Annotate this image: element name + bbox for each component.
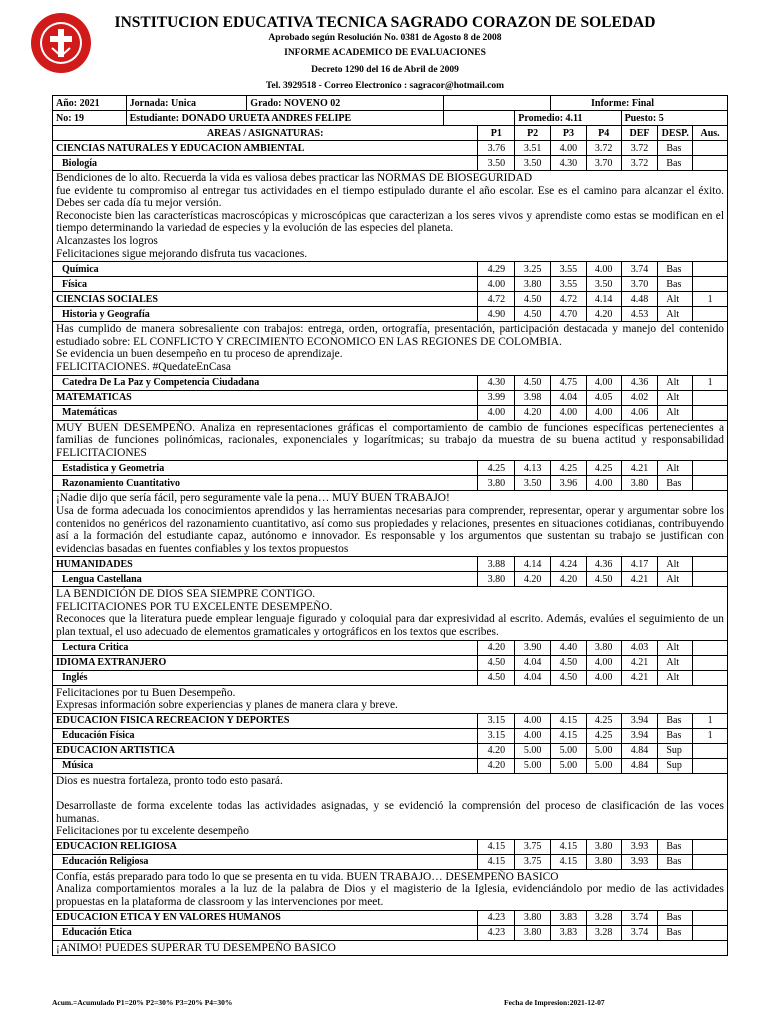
p2-cell: 4.20 xyxy=(515,572,551,587)
comment-row xyxy=(53,171,728,262)
p2-header: P2 xyxy=(515,126,551,141)
aus-cell xyxy=(693,156,728,171)
comment-line: Alcanzastes los logros xyxy=(56,234,158,247)
area-name: MATEMATICAS xyxy=(53,390,478,405)
def-cell: 3.80 xyxy=(621,476,658,491)
decree-line: Decreto 1290 del 16 de Abril de 2009 xyxy=(311,65,459,75)
p1-cell: 4.90 xyxy=(478,307,515,322)
desp-header: DESP. xyxy=(658,126,693,141)
p2-cell: 3.80 xyxy=(515,277,551,292)
aus-cell: 1 xyxy=(693,728,728,743)
subject-row xyxy=(53,375,728,390)
p2-cell: 4.00 xyxy=(515,713,551,728)
p3-cell: 4.70 xyxy=(551,307,587,322)
p4-header: P4 xyxy=(586,126,621,141)
p3-cell: 4.00 xyxy=(551,405,587,420)
subject-name: Música xyxy=(53,758,478,773)
subject-name: Matemáticas xyxy=(53,405,478,420)
p1-header: P1 xyxy=(478,126,515,141)
student-info-row-2 xyxy=(53,111,728,126)
area-row xyxy=(53,743,728,758)
print-date: Fecha de Impresion:2021-12-07 xyxy=(504,998,605,1007)
desp-cell: Alt xyxy=(658,307,693,322)
area-row xyxy=(53,910,728,925)
p2-cell: 4.14 xyxy=(515,557,551,572)
p2-cell: 3.98 xyxy=(515,390,551,405)
p1-cell: 4.20 xyxy=(478,758,515,773)
p1-cell: 4.25 xyxy=(478,461,515,476)
p2-cell: 3.51 xyxy=(515,141,551,156)
comment-line: MUY BUEN DESEMPEÑO. Analiza en representaciones gráficas el comportamiento de cambio de funciones específicas pertenecientes a familias de funciones polinómicas, racionales, exponenciales y logarítmicas; su trabajo da muestra de su buena actitud y responsabilidad FELICITACIONES xyxy=(56,421,724,459)
area-name: CIENCIAS NATURALES Y EDUCACION AMBIENTAL xyxy=(53,141,478,156)
comment-row xyxy=(53,322,728,375)
p3-cell: 5.00 xyxy=(551,743,587,758)
p3-cell: 5.00 xyxy=(551,758,587,773)
year-cell: Año: 2021 xyxy=(53,96,127,111)
p1-cell: 4.00 xyxy=(478,405,515,420)
aus-cell xyxy=(693,758,728,773)
comment-line xyxy=(56,787,724,800)
def-header: DEF xyxy=(621,126,658,141)
comment-row xyxy=(53,773,728,839)
p4-cell: 5.00 xyxy=(586,743,621,758)
p3-cell: 4.72 xyxy=(551,292,587,307)
area-row xyxy=(53,390,728,405)
comment-line: Reconoces que la literatura puede emplear lenguaje figurado y coloquial para dar expresividad al escrito. Además, evalúes el seguimiento de un plan textual, el uso adecuado de elementos gramaticales y ortográficos en los textos que escribes. xyxy=(56,613,724,639)
rank-cell: Puesto: 5 xyxy=(621,111,727,126)
p3-cell: 4.24 xyxy=(551,557,587,572)
p4-cell: 4.25 xyxy=(586,713,621,728)
p4-cell: 3.80 xyxy=(586,854,621,869)
desp-cell: Bas xyxy=(658,141,693,156)
comment-line: Felicitaciones por tu excelente desempeño xyxy=(56,825,249,838)
subject-row xyxy=(53,262,728,277)
desp-cell: Bas xyxy=(658,262,693,277)
p3-cell: 3.83 xyxy=(551,910,587,925)
subject-row xyxy=(53,572,728,587)
comment-line: Felicitaciones por tu Buen Desempeño. xyxy=(56,686,236,699)
def-cell: 3.72 xyxy=(621,141,658,156)
area-name: HUMANIDADES xyxy=(53,557,478,572)
p1-cell: 4.72 xyxy=(478,292,515,307)
contact-line: Tel. 3929518 - Correo Electronico : sagracor@hotmail.com xyxy=(265,81,505,91)
teacher-comment xyxy=(53,685,728,713)
desp-cell: Alt xyxy=(658,572,693,587)
desp-cell: Alt xyxy=(658,640,693,655)
teacher-comment xyxy=(53,171,728,262)
subject-name: Física xyxy=(53,277,478,292)
def-cell: 3.74 xyxy=(621,910,658,925)
p4-cell: 4.00 xyxy=(586,476,621,491)
aus-cell: 1 xyxy=(693,292,728,307)
subject-row xyxy=(53,670,728,685)
p1-cell: 3.15 xyxy=(478,713,515,728)
subject-row xyxy=(53,640,728,655)
p2-cell: 4.13 xyxy=(515,461,551,476)
number-cell: No: 19 xyxy=(53,111,127,126)
def-cell: 4.06 xyxy=(621,405,658,420)
comment-row xyxy=(53,685,728,713)
grades-table xyxy=(52,95,728,956)
p1-cell: 3.50 xyxy=(478,156,515,171)
def-cell: 4.48 xyxy=(621,292,658,307)
p2-cell: 4.00 xyxy=(515,728,551,743)
subject-name: Lengua Castellana xyxy=(53,572,478,587)
p3-cell: 4.15 xyxy=(551,839,587,854)
aus-cell xyxy=(693,307,728,322)
p3-cell: 3.83 xyxy=(551,925,587,940)
p1-cell: 3.80 xyxy=(478,572,515,587)
aus-header: Aus. xyxy=(693,126,728,141)
p1-cell: 4.23 xyxy=(478,910,515,925)
p2-cell: 3.80 xyxy=(515,925,551,940)
p3-cell: 3.55 xyxy=(551,277,587,292)
p4-cell: 3.28 xyxy=(586,910,621,925)
p4-cell: 4.25 xyxy=(586,461,621,476)
aus-cell xyxy=(693,670,728,685)
comment-line: Felicitaciones sigue mejorando disfruta tus vacaciones. xyxy=(56,247,308,260)
area-name: IDIOMA EXTRANJERO xyxy=(53,655,478,670)
comment-line: FELICITACIONES. #QuedateEnCasa xyxy=(56,360,231,373)
subject-name: Razonamiento Cuantitativo xyxy=(53,476,478,491)
p2-cell: 3.75 xyxy=(515,839,551,854)
subject-name: Historia y Geografía xyxy=(53,307,478,322)
p1-cell: 4.20 xyxy=(478,640,515,655)
aus-cell xyxy=(693,390,728,405)
p1-cell: 4.15 xyxy=(478,854,515,869)
p1-cell: 3.15 xyxy=(478,728,515,743)
subject-row xyxy=(53,307,728,322)
area-row xyxy=(53,839,728,854)
aus-cell xyxy=(693,277,728,292)
aus-cell xyxy=(693,557,728,572)
p4-cell: 3.80 xyxy=(586,640,621,655)
p4-cell: 3.28 xyxy=(586,925,621,940)
grade-cell: Grado: NOVENO 02 xyxy=(247,96,443,111)
p2-cell: 3.25 xyxy=(515,262,551,277)
school-logo-icon xyxy=(30,12,92,74)
subject-name: Biología xyxy=(53,156,478,171)
aus-cell xyxy=(693,476,728,491)
def-cell: 3.94 xyxy=(621,728,658,743)
desp-cell: Alt xyxy=(658,405,693,420)
comment-line: Desarrollaste de forma excelente todas las actividades asignadas, y se evidenció la comprensión del proceso de clasificación de las voces humanas. xyxy=(56,800,724,825)
subject-name: Inglés xyxy=(53,670,478,685)
desp-cell: Alt xyxy=(658,670,693,685)
desp-cell: Sup xyxy=(658,743,693,758)
p3-cell: 3.55 xyxy=(551,262,587,277)
comment-line: FELICITACIONES POR TU EXCELENTE DESEMPEÑO. xyxy=(56,600,333,613)
p4-cell: 4.36 xyxy=(586,557,621,572)
comment-line: Expresas información sobre experiencias y planes de manera clara y breve. xyxy=(56,699,398,712)
comment-line: fue evidente tu compromiso al entregar tus actividades en el tiempo estipulado durante el año escolar. Ese es el camino para alcanzar el éxito. Debes ser cada día tu mejor versión. xyxy=(56,184,724,210)
p4-cell: 4.20 xyxy=(586,307,621,322)
p4-cell: 4.00 xyxy=(586,375,621,390)
teacher-comment xyxy=(53,940,728,956)
aus-cell xyxy=(693,141,728,156)
p1-cell: 4.15 xyxy=(478,839,515,854)
def-cell: 4.02 xyxy=(621,390,658,405)
aus-cell xyxy=(693,461,728,476)
p4-cell: 4.00 xyxy=(586,655,621,670)
p2-cell: 4.04 xyxy=(515,670,551,685)
aus-cell: 1 xyxy=(693,375,728,390)
subject-row xyxy=(53,461,728,476)
def-cell: 4.21 xyxy=(621,670,658,685)
p2-cell: 5.00 xyxy=(515,743,551,758)
def-cell: 4.53 xyxy=(621,307,658,322)
p1-cell: 3.99 xyxy=(478,390,515,405)
aus-cell xyxy=(693,743,728,758)
comment-row xyxy=(53,587,728,640)
report-name: INFORME ACADEMICO DE EVALUACIONES xyxy=(284,48,486,58)
comment-line: Usa de forma adecuada los conocimientos aprendidos y las herramientas necesarias para comprender, representar, operar y argumentar sobre los contenidos no genéricos del razonamiento cuantitativo, así como sus propiedades y relaciones, presentes en situaciones cotidianas, contribuyendo así a la formación del estudiante capaz, autónomo e innovador. Es responsable y los argumentos que sustentan su trabajo se justifican con evidencias basadas en fuentes confiables y los textos propuestos xyxy=(56,504,724,555)
p3-cell: 4.30 xyxy=(551,156,587,171)
p2-cell: 4.20 xyxy=(515,405,551,420)
p1-cell: 4.50 xyxy=(478,670,515,685)
aus-cell xyxy=(693,925,728,940)
p1-cell: 4.00 xyxy=(478,277,515,292)
desp-cell: Alt xyxy=(658,292,693,307)
p4-cell: 4.00 xyxy=(586,670,621,685)
subject-row xyxy=(53,156,728,171)
p3-cell: 3.96 xyxy=(551,476,587,491)
teacher-comment xyxy=(53,420,728,461)
def-cell: 3.74 xyxy=(621,262,658,277)
desp-cell: Alt xyxy=(658,655,693,670)
teacher-comment xyxy=(53,773,728,839)
comment-line: Analiza comportamientos morales a la luz de la palabra de Dios y el magisterio de la Iglesia, evidenciándolo por medio de las actividades propuestas en la plataforma de classroom y las intervenciones por meet. xyxy=(56,883,724,908)
p3-cell: 4.25 xyxy=(551,461,587,476)
def-cell: 3.70 xyxy=(621,277,658,292)
subject-row xyxy=(53,405,728,420)
p2-cell: 5.00 xyxy=(515,758,551,773)
p3-header: P3 xyxy=(551,126,587,141)
aus-cell xyxy=(693,854,728,869)
def-cell: 3.93 xyxy=(621,839,658,854)
p3-cell: 4.50 xyxy=(551,655,587,670)
comment-line: Dios es nuestra fortaleza, pronto todo esto pasará. xyxy=(56,774,283,787)
subject-name: Educación Física xyxy=(53,728,478,743)
p3-cell: 4.00 xyxy=(551,141,587,156)
desp-cell: Alt xyxy=(658,557,693,572)
def-cell: 4.21 xyxy=(621,655,658,670)
aus-cell xyxy=(693,262,728,277)
comment-line: ¡Nadie dijo que sería fácil, pero seguramente vale la pena… MUY BUEN TRABAJO! xyxy=(56,492,450,505)
p4-cell: 4.05 xyxy=(586,390,621,405)
area-row xyxy=(53,141,728,156)
area-name: EDUCACION FISICA RECREACION Y DEPORTES xyxy=(53,713,478,728)
institution-name: INSTITUCION EDUCATIVA TECNICA SAGRADO CORAZON DE SOLEDAD xyxy=(114,14,656,31)
comment-line: ¡ANIMO! PUEDES SUPERAR TU DESEMPEÑO BASICO xyxy=(56,941,336,954)
p4-cell: 3.80 xyxy=(586,839,621,854)
p4-cell: 4.00 xyxy=(586,262,621,277)
desp-cell: Bas xyxy=(658,728,693,743)
p2-cell: 3.80 xyxy=(515,910,551,925)
p3-cell: 4.50 xyxy=(551,670,587,685)
p4-cell: 3.50 xyxy=(586,277,621,292)
desp-cell: Bas xyxy=(658,839,693,854)
p3-cell: 4.04 xyxy=(551,390,587,405)
p3-cell: 4.40 xyxy=(551,640,587,655)
def-cell: 4.21 xyxy=(621,461,658,476)
desp-cell: Bas xyxy=(658,156,693,171)
p1-cell: 4.20 xyxy=(478,743,515,758)
p2-cell: 4.04 xyxy=(515,655,551,670)
comment-line: Confía, estás preparado para todo lo que se presenta en tu vida. BUEN TRABAJO… DESEMPEÑO BASICO xyxy=(56,870,559,883)
p2-cell: 3.50 xyxy=(515,476,551,491)
aus-cell xyxy=(693,572,728,587)
comment-row xyxy=(53,420,728,461)
student-name-cell: Estudiante: DONADO URUETA ANDRES FELIPE xyxy=(126,111,443,126)
def-cell: 4.03 xyxy=(621,640,658,655)
p2-cell: 4.50 xyxy=(515,307,551,322)
p1-cell: 3.80 xyxy=(478,476,515,491)
subject-name: Química xyxy=(53,262,478,277)
teacher-comment xyxy=(53,587,728,640)
desp-cell: Alt xyxy=(658,461,693,476)
aus-cell xyxy=(693,655,728,670)
report-header xyxy=(0,0,768,95)
report-type-cell: Informe: Final xyxy=(551,96,728,111)
def-cell: 3.74 xyxy=(621,925,658,940)
desp-cell: Alt xyxy=(658,375,693,390)
aus-cell xyxy=(693,405,728,420)
comment-row xyxy=(53,491,728,557)
area-name: EDUCACION RELIGIOSA xyxy=(53,839,478,854)
subject-row xyxy=(53,854,728,869)
subject-row xyxy=(53,476,728,491)
desp-cell: Bas xyxy=(658,713,693,728)
p3-cell: 4.15 xyxy=(551,713,587,728)
aus-cell xyxy=(693,640,728,655)
comment-line: Bendiciones de lo alto. Recuerda la vida es valiosa debes practicar las NORMAS DE BIOSEGURIDAD xyxy=(56,172,533,184)
p3-cell: 4.15 xyxy=(551,854,587,869)
area-name: CIENCIAS SOCIALES xyxy=(53,292,478,307)
desp-cell: Bas xyxy=(658,925,693,940)
p1-cell: 3.76 xyxy=(478,141,515,156)
footer-legend: Acum.=Acumulado P1=20% P2=30% P3=20% P4=30% xyxy=(52,998,233,1007)
subject-name: Lectura Critica xyxy=(53,640,478,655)
p3-cell: 4.15 xyxy=(551,728,587,743)
aus-cell xyxy=(693,839,728,854)
p2-cell: 3.50 xyxy=(515,156,551,171)
p2-cell: 4.50 xyxy=(515,292,551,307)
p3-cell: 4.75 xyxy=(551,375,587,390)
subject-name: Educación Etica xyxy=(53,925,478,940)
shift-cell: Jornada: Unica xyxy=(126,96,247,111)
subject-name: Educación Religiosa xyxy=(53,854,478,869)
column-header-row xyxy=(53,126,728,141)
def-cell: 4.84 xyxy=(621,743,658,758)
subject-row xyxy=(53,728,728,743)
p2-cell: 4.50 xyxy=(515,375,551,390)
desp-cell: Bas xyxy=(658,277,693,292)
p4-cell: 4.25 xyxy=(586,728,621,743)
comment-line: Has cumplido de manera sobresaliente con trabajos: entrega, orden, ortografía, presentación, participación destacada y manejo del contenido estudiado sobre: EL CONFLICTO Y CRECIMIENTO ECONOMICO EN LAS REGIONES DE COLOMBIA. xyxy=(56,323,724,348)
comment-line: Reconociste bien las características macroscópicas y microscópicas que caracterizan a los seres vivos y aprendiste como estas se modifican en el tiempo determinando la variedad de especies y la evolución de las especies del planeta. xyxy=(56,209,724,235)
subject-row xyxy=(53,925,728,940)
area-name: EDUCACION ARTISTICA xyxy=(53,743,478,758)
p2-cell: 3.90 xyxy=(515,640,551,655)
desp-cell: Alt xyxy=(658,390,693,405)
area-row xyxy=(53,713,728,728)
student-info-row-1 xyxy=(53,96,728,111)
desp-cell: Bas xyxy=(658,476,693,491)
comment-line: Se evidencia un buen desempeño en tu proceso de aprendizaje. xyxy=(56,348,343,361)
subject-name: Catedra De La Paz y Competencia Ciudadana xyxy=(53,375,478,390)
aus-cell: 1 xyxy=(693,713,728,728)
def-cell: 3.93 xyxy=(621,854,658,869)
subject-row xyxy=(53,758,728,773)
p4-cell: 4.14 xyxy=(586,292,621,307)
def-cell: 4.17 xyxy=(621,557,658,572)
desp-cell: Bas xyxy=(658,854,693,869)
p1-cell: 4.30 xyxy=(478,375,515,390)
approval-line: Aprobado según Resolución No. 0381 de Agosto 8 de 2008 xyxy=(268,33,502,43)
p1-cell: 3.88 xyxy=(478,557,515,572)
def-cell: 4.21 xyxy=(621,572,658,587)
p4-cell: 3.70 xyxy=(586,156,621,171)
subject-name: Estadistica y Geometria xyxy=(53,461,478,476)
def-cell: 3.94 xyxy=(621,713,658,728)
p2-cell: 3.75 xyxy=(515,854,551,869)
area-row xyxy=(53,292,728,307)
subject-column-header: AREAS / ASIGNATURAS: xyxy=(53,126,478,141)
subject-row xyxy=(53,277,728,292)
def-cell: 4.36 xyxy=(621,375,658,390)
area-row xyxy=(53,557,728,572)
p1-cell: 4.50 xyxy=(478,655,515,670)
average-cell: Promedio: 4.11 xyxy=(515,111,621,126)
comment-row xyxy=(53,940,728,956)
p4-cell: 4.50 xyxy=(586,572,621,587)
p1-cell: 4.29 xyxy=(478,262,515,277)
desp-cell: Sup xyxy=(658,758,693,773)
comment-line: LA BENDICIÓN DE DIOS SEA SIEMPRE CONTIGO. xyxy=(56,588,316,601)
area-row xyxy=(53,655,728,670)
p1-cell: 4.23 xyxy=(478,925,515,940)
p4-cell: 3.72 xyxy=(586,141,621,156)
def-cell: 3.72 xyxy=(621,156,658,171)
teacher-comment xyxy=(53,322,728,375)
aus-cell xyxy=(693,910,728,925)
p3-cell: 4.20 xyxy=(551,572,587,587)
comment-row xyxy=(53,869,728,910)
def-cell: 4.84 xyxy=(621,758,658,773)
desp-cell: Bas xyxy=(658,910,693,925)
teacher-comment xyxy=(53,491,728,557)
area-name: EDUCACION ETICA Y EN VALORES HUMANOS xyxy=(53,910,478,925)
teacher-comment xyxy=(53,869,728,910)
p4-cell: 4.00 xyxy=(586,405,621,420)
p4-cell: 5.00 xyxy=(586,758,621,773)
